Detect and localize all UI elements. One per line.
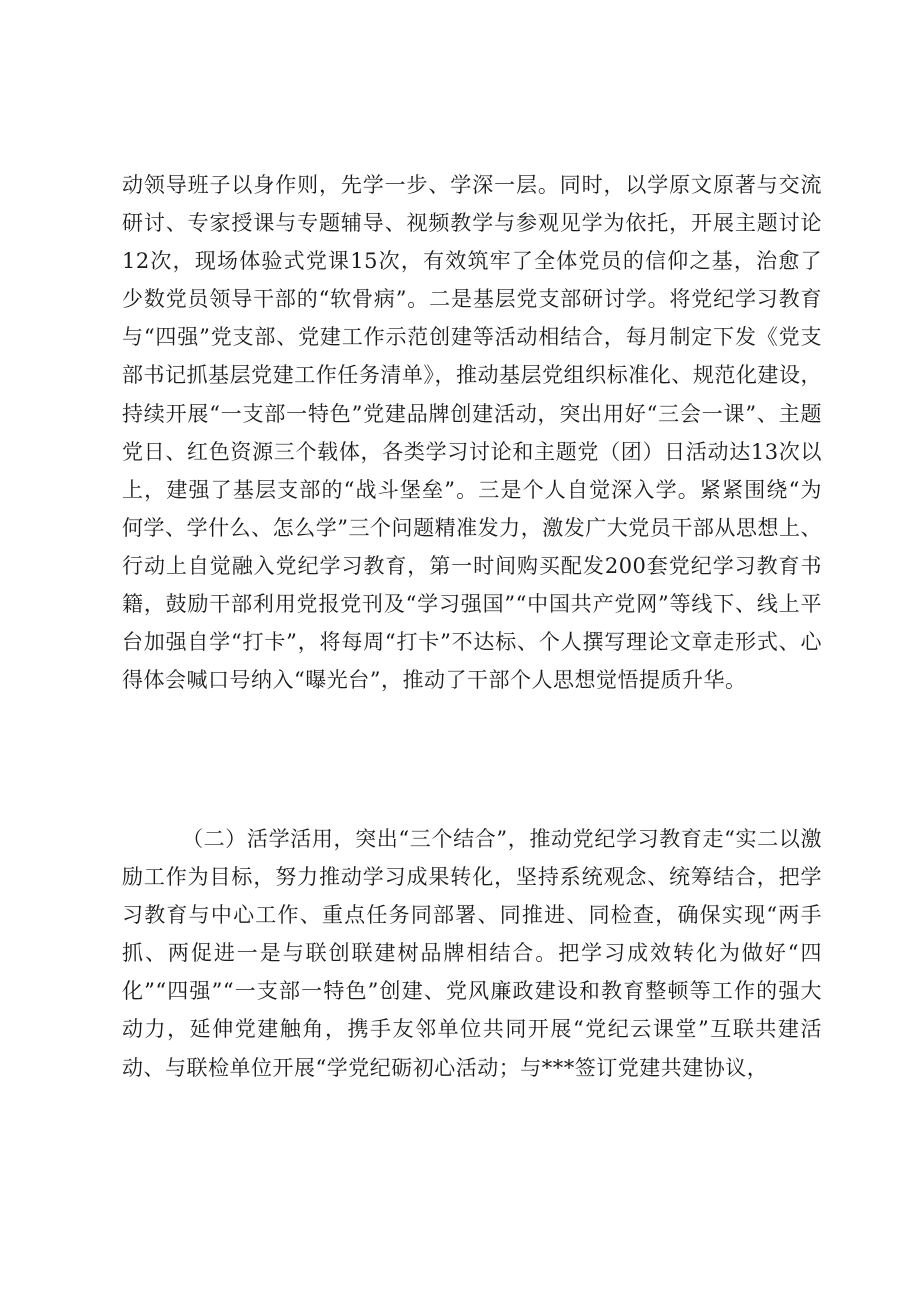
body-paragraph-2: （二）活学活用，突出“三个结合”，推动党纪学习教育走“实二以激励工作为目标，努力推动学习成果转化，坚持系统观念、统筹结合，把学习教育与中心工作、重点任务同部署、同推进、同检查，确保实现“两手抓、两促进一是与联创联建树品牌相结合。把学习成效转化为做好“四化”“四强”“一支部一特色”创建、党风廉政建设和教育整顿等工作的强大动力，延伸党建触角，携手友邻单位共同开展“党纪云课堂”互联共建活动、与联检单位开展“学党纪砺初心活动；与***签订党建共建协议， (122, 827, 822, 1080)
body-paragraph-1: 动领导班子以身作则，先学一步、学深一层。同时，以学原文原著与交流研讨、专家授课与专题辅导、视频教学与参观见学为依托，开展主题讨论12次，现场体验式党课15次，有效筑牢了全体党员的信仰之基，治愈了少数党员领导干部的“软骨病”。二是基层党支部研讨学。将党纪学习教育与“四强”党支部、党建工作示范创建等活动相结合，每月制定下发《党支部书记抓基层党建工作任务清单》，推动基层党组织标准化、规范化建设，持续开展“一支部一特色”党建品牌创建活动，突出用好“三会一课”、主题党日、红色资源三个载体，各类学习讨论和主题党（团）日活动达13次以上，建强了基层支部的“战斗堡垒”。三是个人自觉深入学。紧紧围绕“为何学、学什么、怎么学”三个问题精准发力，激发广大党员干部从思想上、行动上自觉融入党纪学习教育，第一时间购买配发200套党纪学习教育书籍，鼓励干部利用党报党刊及“学习强国”“中国共产党网”等线下、线上平台加强自学“打卡”，将每周“打卡”不达标、个人撰写理论文章走形式、心得体会喊口号纳入“曝光台”，推动了干部个人思想觉悟提质升华。 (122, 173, 822, 693)
